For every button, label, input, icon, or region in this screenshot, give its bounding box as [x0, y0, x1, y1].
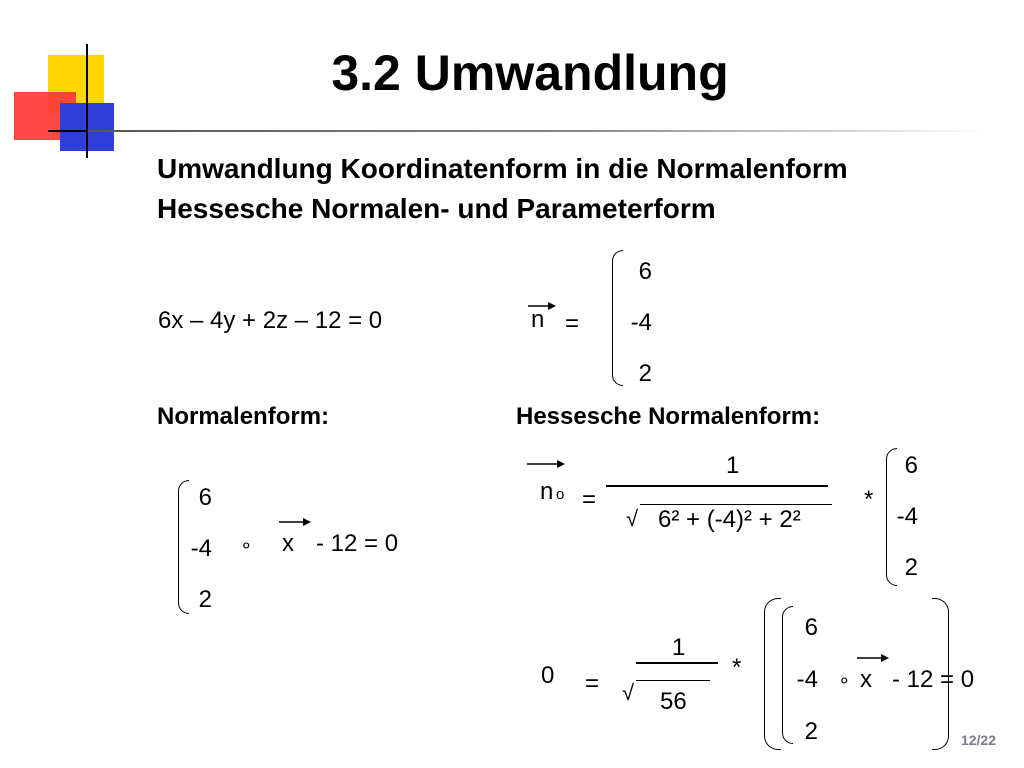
vector-arrow-x: [278, 516, 312, 528]
outer-bracket-left: [764, 598, 781, 750]
sqrt-bar: [640, 504, 832, 505]
final-denominator: 56: [660, 688, 687, 715]
multiply-symbol: *: [864, 486, 874, 513]
title-divider: [88, 130, 988, 132]
final-lhs-zero: 0: [541, 662, 555, 689]
normal-vector-y: -4: [630, 309, 652, 336]
outer-bracket-right: [932, 598, 949, 750]
vector-arrow-n0: [526, 458, 566, 470]
final-sqrt-bar: [636, 680, 710, 681]
unit-normal-subscript: o: [556, 486, 565, 503]
normal-form-heading: Normalenform:: [157, 403, 330, 430]
normal-form-rest: - 12 = 0: [316, 530, 399, 557]
final-fraction-bar: [636, 662, 718, 664]
final-sqrt-symbol: √: [622, 680, 635, 705]
final-multiply-symbol: *: [732, 654, 742, 681]
hesse-vector-y: -4: [896, 503, 918, 530]
final-dot-product-symbol: ∘: [838, 670, 851, 692]
final-vector-y: -4: [796, 666, 818, 693]
normal-form-vector-y: -4: [190, 535, 212, 562]
normal-form-vector-x: 6: [198, 484, 212, 511]
hesse-fraction-bar: [606, 485, 828, 487]
page-number: 12/22: [960, 732, 996, 748]
hesse-vector-x: 6: [904, 452, 918, 479]
subtitle-line-1: Umwandlung Koordinatenform in die Normalenform: [157, 153, 848, 184]
final-numerator: 1: [672, 634, 686, 661]
hesse-denominator: 6² + (-4)² + 2²: [658, 506, 801, 533]
vector-arrow-n: [527, 300, 557, 312]
sqrt-symbol: √: [626, 506, 639, 531]
normal-vector-x: 6: [638, 258, 652, 285]
hesse-numerator: 1: [726, 452, 740, 479]
final-equals-sign: =: [585, 670, 600, 697]
normal-form-vector-z: 2: [198, 586, 212, 613]
final-position-vector-x: x: [860, 666, 872, 693]
final-vector-arrow-x: [856, 652, 890, 664]
coordinate-form-equation: 6x – 4y + 2z – 12 = 0: [158, 307, 383, 334]
slide-title: 3.2 Umwandlung: [331, 45, 729, 101]
hesse-equals-sign: =: [582, 486, 597, 513]
final-vector-x: 6: [804, 614, 818, 641]
hesse-form-heading: Hessesche Normalenform:: [516, 403, 821, 430]
final-rest: - 12 = 0: [892, 666, 975, 693]
subtitle-line-2: Hessesche Normalen- und Parameterform: [157, 193, 716, 224]
normal-vector-symbol: n: [531, 306, 545, 333]
unit-normal-symbol: n: [540, 478, 554, 505]
hesse-vector-z: 2: [904, 554, 918, 581]
normal-vector-z: 2: [638, 360, 652, 387]
final-vector-z: 2: [804, 718, 818, 745]
position-vector-x: x: [282, 530, 294, 557]
equals-sign: =: [565, 310, 580, 337]
dot-product-symbol: ∘: [240, 535, 253, 557]
